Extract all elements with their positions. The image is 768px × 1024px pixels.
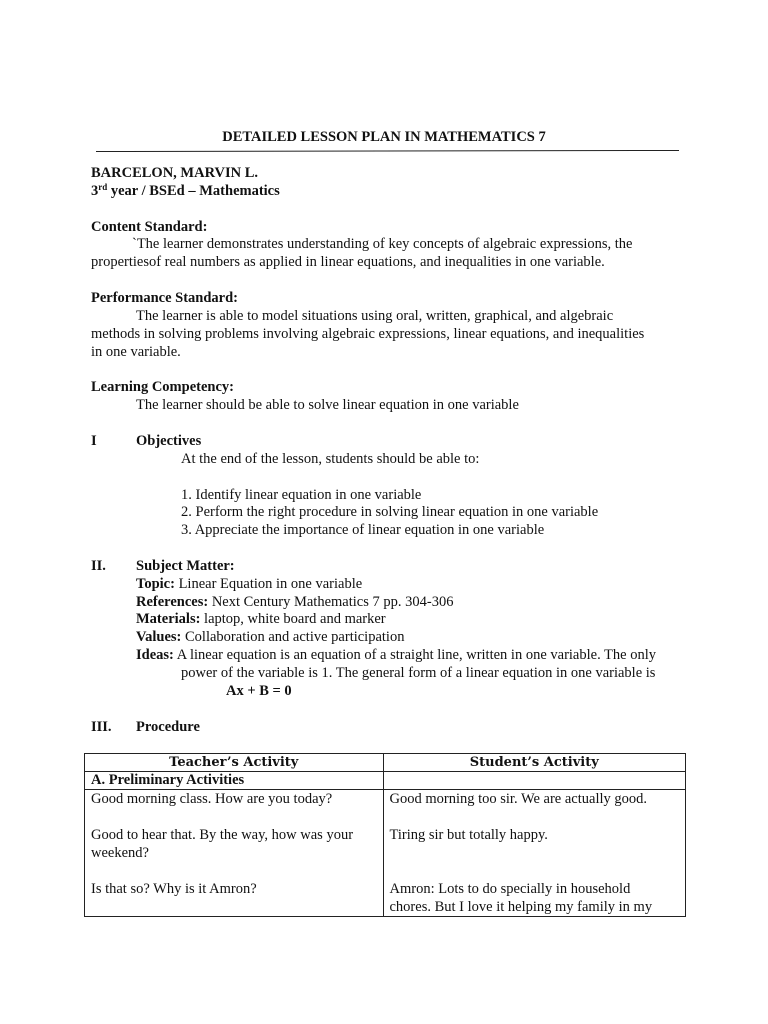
topic-line: Topic: Linear Equation in one variable [136,576,363,592]
table-row [85,772,686,790]
subject-matter-heading: Subject Matter: [136,558,235,574]
procedure-table-header [85,754,686,772]
teacher-line: Is that so? Why is it Amron? [91,881,257,897]
procedure-heading: Procedure [136,719,200,735]
year-course: 3rd year / BSEd – Mathematics [91,182,280,199]
teacher-line: Good to hear that. By the way, how was your [91,827,354,843]
author-name: BARCELON, MARVIN L. [91,165,259,181]
student-line: Amron: Lots to do specially in household [389,881,631,897]
procedure-numeral: III. [91,719,112,735]
objectives-intro: At the end of the lesson, students should be able to: [181,451,480,467]
teacher-line: Good morning class. How are you today? [91,791,333,807]
performance-standard-text: methods in solving problems involving algebraic expressions, linear equations, and inequalities [91,326,645,342]
values-line: Values: Collaboration and active participation [136,629,405,645]
teacher-activity-header: Teacher’s Activity [85,754,384,772]
subject-matter-numeral: II. [91,558,106,574]
objectives-numeral: I [91,433,97,449]
performance-standard-text: The learner is able to model situations using oral, written, graphical, and algebraic [136,308,614,324]
student-activity-cell [383,790,686,917]
document-title: DETAILED LESSON PLAN IN MATHEMATICS 7 [222,129,546,145]
objectives-heading: Objectives [136,433,202,449]
student-line: chores. But I love it helping my family in my [389,899,653,915]
preliminary-activities-label: A. Preliminary Activities [85,772,384,790]
student-line: Good morning too sir. We are actually good. [389,791,648,807]
references-line: References: Next Century Mathematics 7 pp. 304-306 [136,594,454,610]
empty-cell [383,772,686,790]
performance-standard-text: in one variable. [91,344,181,360]
ideas-line: power of the variable is 1. The general form of a linear equation in one variable is [181,665,656,681]
objective-item: 3. Appreciate the importance of linear equation in one variable [181,522,545,538]
materials-line: Materials: laptop, white board and marker [136,611,386,627]
content-standard-heading: Content Standard: [91,219,208,235]
title-underline [96,150,679,152]
teacher-line: weekend? [91,845,149,861]
objective-item: 2. Perform the right procedure in solving linear equation in one variable [181,504,599,520]
learning-competency-heading: Learning Competency: [91,379,234,395]
student-activity-header: Student’s Activity [383,754,686,772]
general-form-formula: Ax + B = 0 [226,683,292,699]
learning-competency-text: The learner should be able to solve linear equation in one variable [136,397,519,413]
objective-item: 1. Identify linear equation in one variable [181,487,422,503]
procedure-table [84,753,686,917]
content-standard-text: `The learner demonstrates understanding of key concepts of algebraic expressions, the [132,236,633,252]
performance-standard-heading: Performance Standard: [91,290,238,306]
ideas-line: Ideas: A linear equation is an equation of a straight line, written in one variable. The only [136,647,657,663]
table-row [85,790,686,917]
student-line: Tiring sir but totally happy. [389,827,548,843]
teacher-activity-cell [85,790,384,917]
content-standard-text: propertiesof real numbers as applied in linear equations, and inequalities in one variable. [91,254,605,270]
